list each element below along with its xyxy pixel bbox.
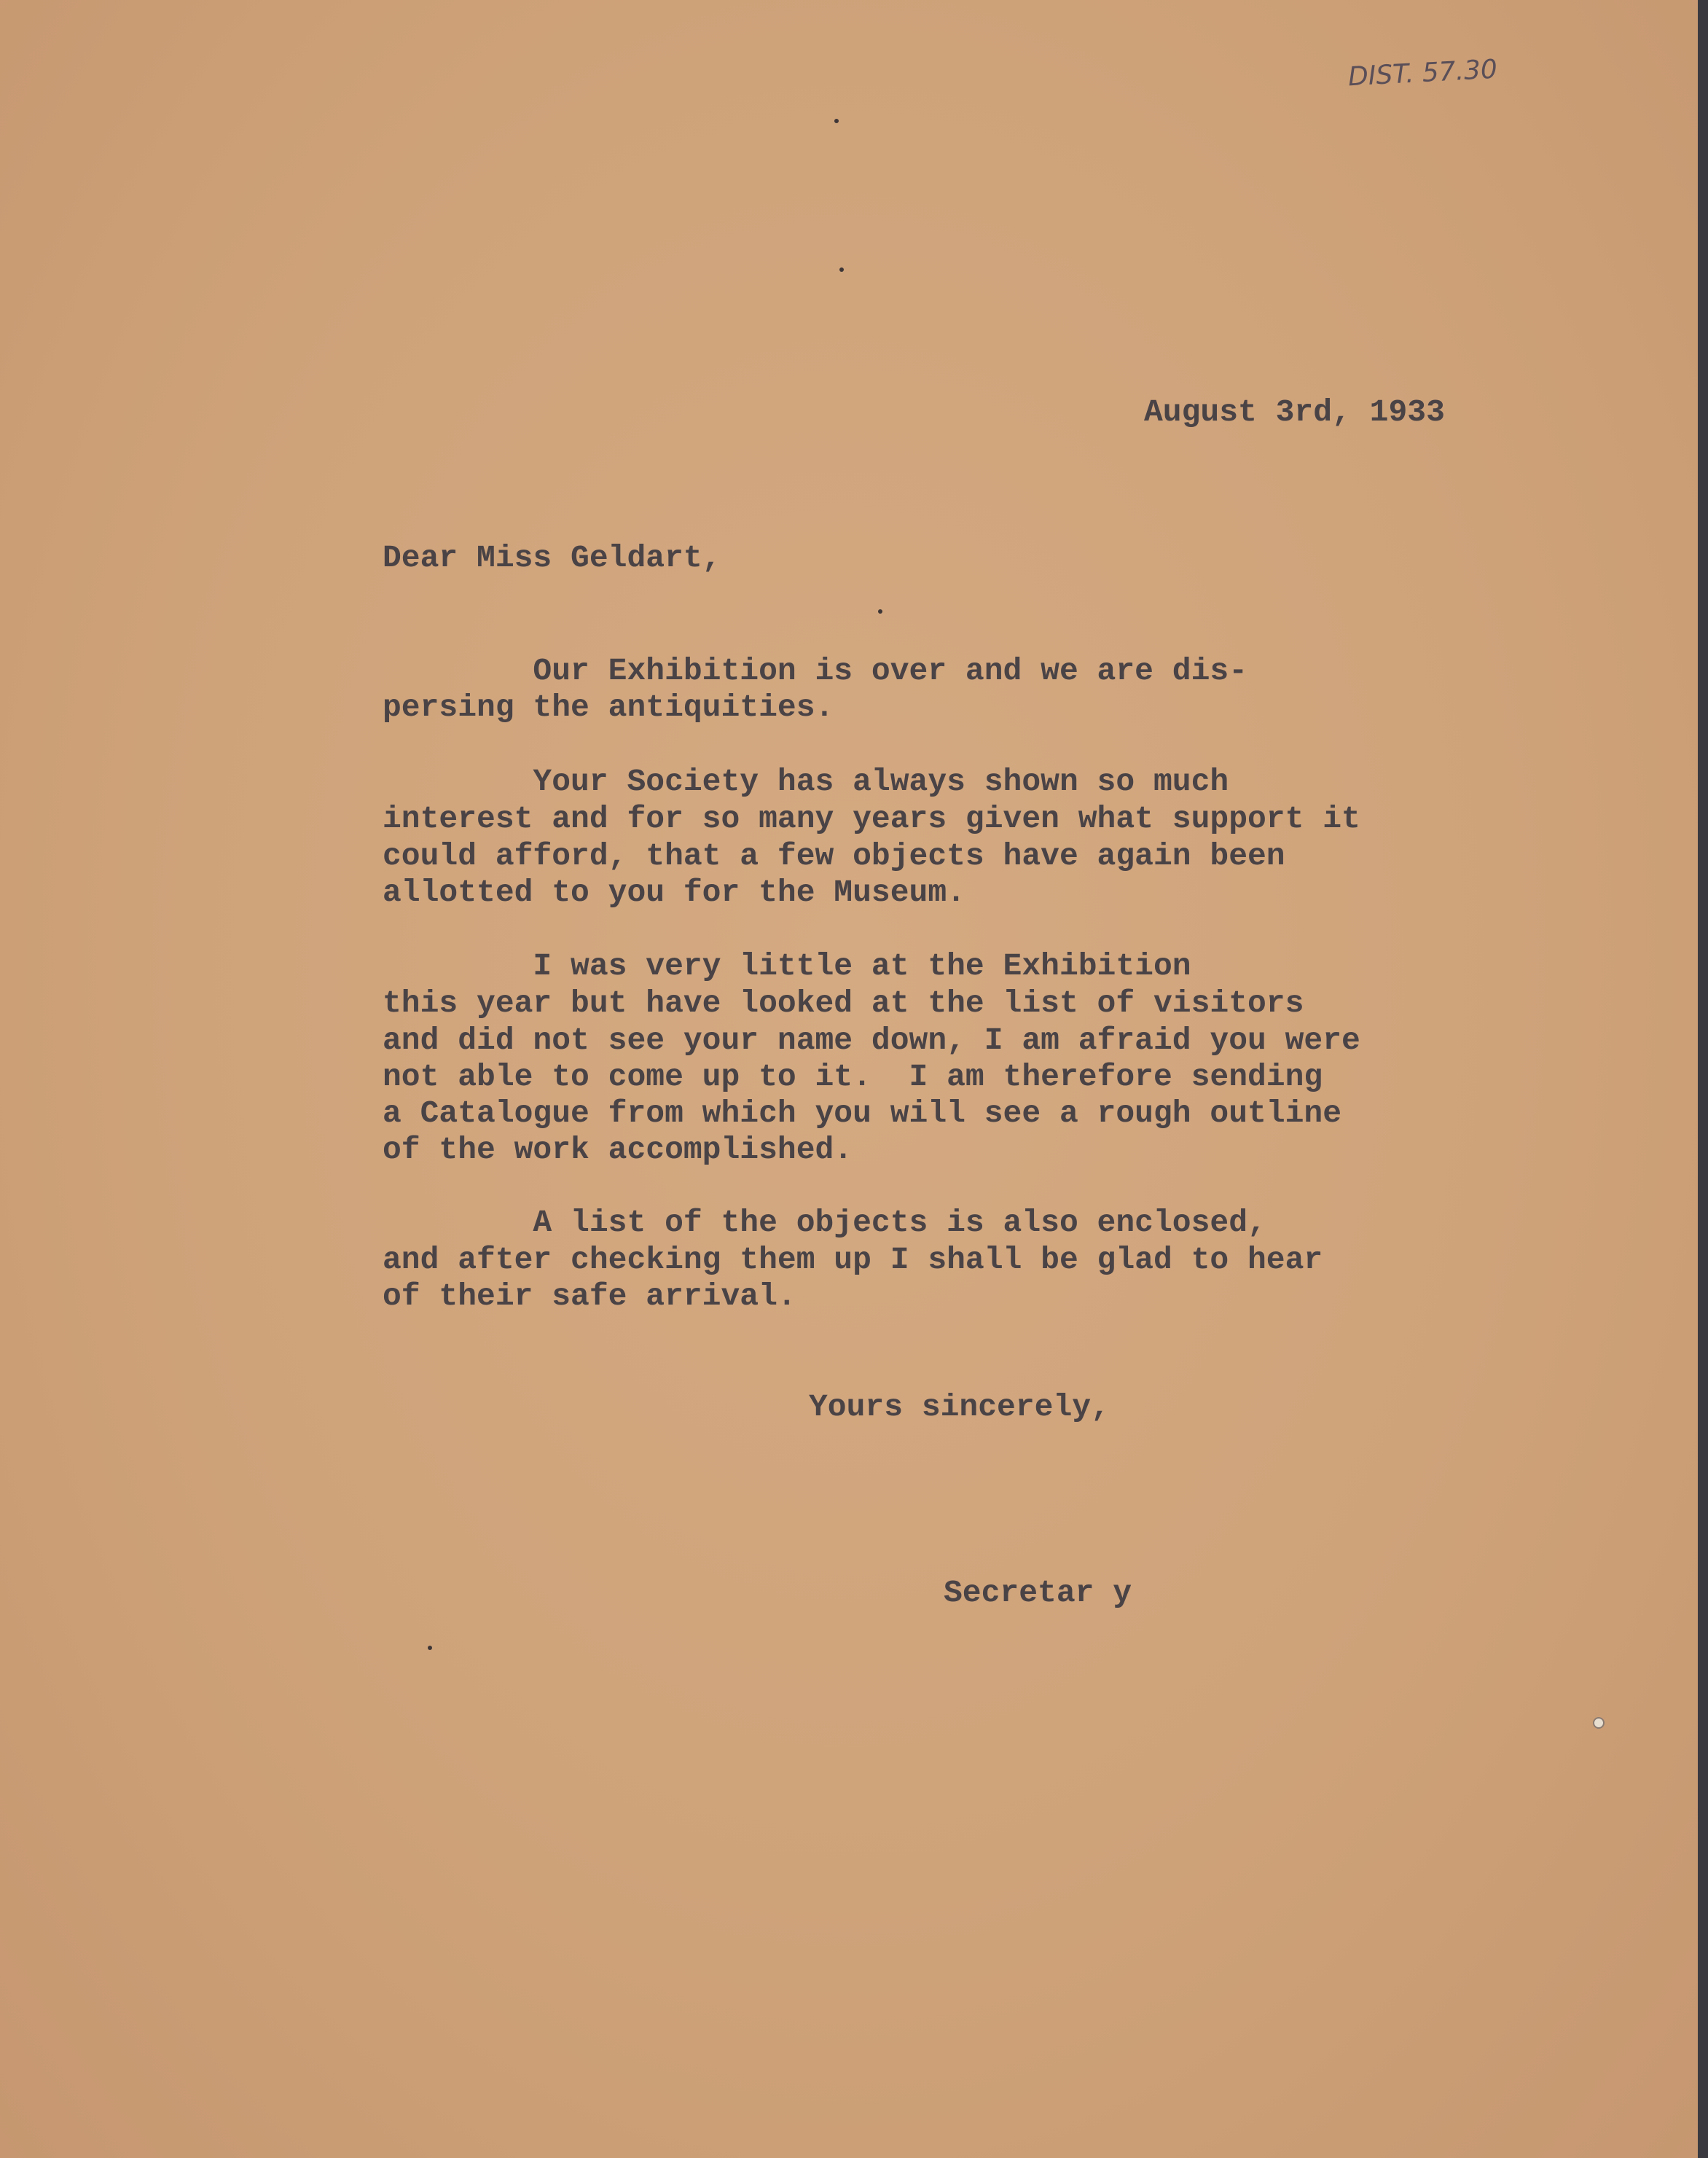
paragraph-line: could afford, that a few objects have again been [383, 838, 1285, 874]
paragraph-line: persing the antiquities. [383, 689, 834, 725]
signature-title: Secretar y [944, 1575, 1132, 1611]
paragraph-line: this year but have looked at the list of visitors [383, 985, 1304, 1021]
closing: Yours sincerely, [809, 1389, 1110, 1425]
paragraph-line: I was very little at the Exhibition [383, 948, 1191, 984]
paragraph-line: and did not see your name down, I am afraid you were [383, 1023, 1360, 1058]
salutation: Dear Miss Geldart, [383, 540, 721, 576]
paper-speck [1593, 1717, 1605, 1729]
page-edge [1698, 0, 1708, 2158]
paragraph-line: not able to come up to it. I am therefore sending [383, 1059, 1323, 1095]
letter-date: August 3rd, 1933 [1144, 394, 1445, 430]
paragraph-line: allotted to you for the Museum. [383, 875, 965, 910]
paper-speck [428, 1646, 432, 1650]
paper-speck [839, 267, 844, 272]
paragraph-line: Our Exhibition is over and we are dis- [383, 653, 1247, 689]
paragraph-line: of the work accomplished. [383, 1132, 853, 1168]
paragraph-line: interest and for so many years given what support it [383, 801, 1360, 837]
paper-speck [834, 119, 839, 123]
paragraph-line: and after checking them up I shall be glad to hear [383, 1242, 1323, 1278]
paragraph-line: A list of the objects is also enclosed, [383, 1205, 1266, 1240]
paragraph-line: a Catalogue from which you will see a rough outline [383, 1095, 1342, 1131]
paragraph-line: of their safe arrival. [383, 1278, 796, 1314]
paragraph-line: Your Society has always shown so much [383, 764, 1229, 800]
reference-note: DIST. 57.30 [1347, 54, 1498, 93]
paper-speck [878, 609, 882, 614]
